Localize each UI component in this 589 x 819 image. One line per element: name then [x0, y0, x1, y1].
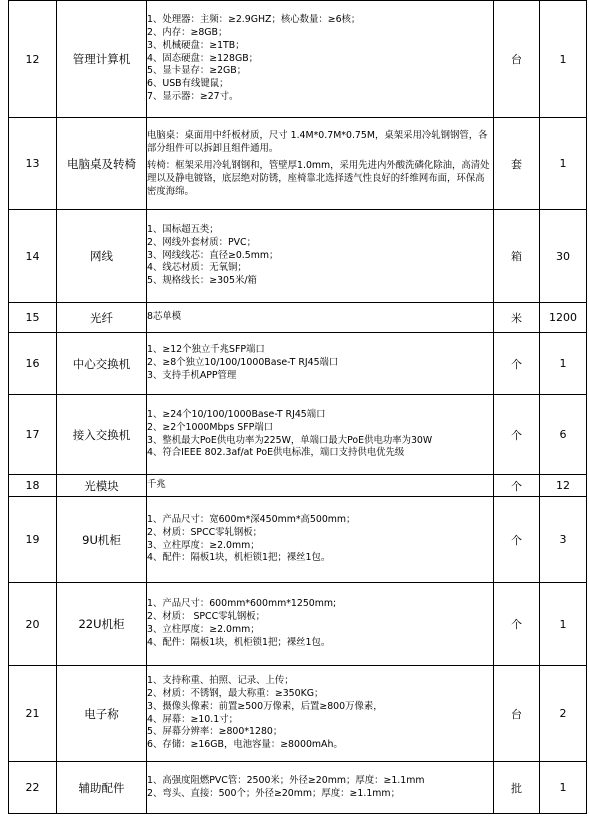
- spec-line: 8芯单模: [147, 311, 182, 323]
- table-row: [9, 118, 587, 210]
- spec-line: 1、产品尺寸：宽600m*深450mm*高500mm；: [147, 513, 356, 525]
- row-number: 18: [9, 475, 57, 497]
- table-row: [9, 583, 587, 666]
- spec-line: 4、固态硬盘：≥128GB；: [147, 52, 259, 64]
- spec-line: 4、线芯材质：无氧铜；: [147, 262, 247, 274]
- item-unit: 台: [494, 1, 540, 118]
- spec-line: 4、配件：隔板1块，机柜锁1把；裸丝1包。: [147, 636, 331, 648]
- spec-line: 3、摄像头像素：前置≥500万像素，后置≥800万像素，: [147, 700, 383, 712]
- row-number: 19: [9, 497, 57, 583]
- spec-line: 5、屏幕分辨率：≥800*1280；: [147, 726, 283, 738]
- item-name: 管理计算机: [57, 1, 147, 118]
- item-quantity: 1: [540, 118, 587, 210]
- item-name: 电脑桌及转椅: [57, 118, 147, 210]
- spec-line: 7、显示器：≥27寸。: [147, 91, 239, 103]
- item-quantity: 1: [540, 1, 587, 118]
- spec-line: 1、国标超五类；: [147, 223, 219, 235]
- item-unit: 个: [494, 395, 540, 475]
- spec-line: 3、整机最大PoE供电功率为225W，单端口最大PoE供电功率为30W: [147, 434, 433, 446]
- item-name: 9U机柜: [57, 497, 147, 583]
- spec-line: 6、存储：≥16GB，电池容量：≥8000mAh。: [147, 739, 343, 751]
- item-unit: 个: [494, 333, 540, 395]
- item-unit: 套: [494, 118, 540, 210]
- spec-line: 1、产品尺寸：600mm*600mm*1250mm;: [147, 598, 337, 610]
- item-quantity: 12: [540, 475, 587, 497]
- spec-line: 3、立柱厚度：≥2.0mm；: [147, 624, 260, 635]
- item-spec: [147, 762, 494, 814]
- table-row: [9, 1, 587, 118]
- spec-line: 2、弯头、直接：500个；外径≥20mm；厚度：≥1.1mm；: [147, 787, 400, 799]
- spec-line: 2、网线外套材质：PVC；: [147, 236, 256, 248]
- item-quantity: 3: [540, 497, 587, 583]
- item-name: 光模块: [57, 475, 147, 497]
- item-unit: 个: [494, 475, 540, 497]
- row-number: 17: [9, 395, 57, 475]
- item-name: 光纤: [57, 303, 147, 333]
- spec-line: 2、材质：SPCC零轧钢板；: [147, 526, 263, 538]
- table-row: [9, 762, 587, 814]
- item-spec: [147, 333, 494, 395]
- row-number: 13: [9, 118, 57, 210]
- item-quantity: 1200: [540, 303, 587, 333]
- item-spec: [147, 395, 494, 475]
- item-spec: [147, 497, 494, 583]
- spec-line: 4、屏幕：≥10.1寸；: [147, 713, 238, 725]
- spec-paragraph: 转椅：框架采用冷轧钢钢和，管壁厚1.0mm，采用先进内外酸洗磷化除油，高清处理以及静电镀铬，底层绝对防锈，座椅靠北选择透气性良好的纤维网布面，环保高密度海绵。: [147, 160, 490, 197]
- spec-line: 5、规格线长：≥305米/箱: [147, 275, 257, 287]
- spec-line: 千兆: [147, 479, 166, 491]
- spec-line: 1、支持称重、拍照、记录、上传；: [147, 674, 294, 686]
- item-unit: 个: [494, 497, 540, 583]
- row-number: 14: [9, 210, 57, 303]
- spec-line: 2、≥8个独立10/100/1000Base-T RJ45端口: [147, 357, 339, 369]
- item-quantity: 1: [540, 762, 587, 814]
- item-unit: 米: [494, 303, 540, 333]
- spec-line: 2、≥2个1000Mbps SFP端口: [147, 421, 273, 433]
- spec-line: 2、内存：≥8GB；: [147, 26, 228, 38]
- spec-line: 3、网线线芯：直径≥0.5mm；: [147, 249, 279, 261]
- item-quantity: 1: [540, 583, 587, 666]
- item-quantity: 1: [540, 333, 587, 395]
- item-name: 中心交换机: [57, 333, 147, 395]
- item-spec: [147, 583, 494, 666]
- item-name: 电子称: [57, 666, 147, 762]
- item-spec: [147, 118, 494, 210]
- item-name: 22U机柜: [57, 583, 147, 666]
- item-quantity: 6: [540, 395, 587, 475]
- row-number: 20: [9, 583, 57, 666]
- equipment-spec-table: [8, 0, 587, 814]
- spec-line: 1、≥12个独立千兆SFP端口: [147, 344, 265, 356]
- item-spec: [147, 666, 494, 762]
- spec-line: 1、高强度阻燃PVC管：2500米；外径≥20mm；厚度：≥1.1mm: [147, 774, 425, 786]
- row-number: 21: [9, 666, 57, 762]
- item-unit: 箱: [494, 210, 540, 303]
- item-spec: [147, 303, 494, 333]
- table-row: [9, 303, 587, 333]
- spec-line: 2、材质： SPCC零轧钢板；: [147, 611, 266, 623]
- table-row: [9, 333, 587, 395]
- spec-line: 3、立柱厚度：≥2.0mm；: [147, 539, 260, 551]
- item-spec: [147, 210, 494, 303]
- item-name: 网线: [57, 210, 147, 303]
- item-name: 辅助配件: [57, 762, 147, 814]
- item-spec: [147, 475, 494, 497]
- row-number: 15: [9, 303, 57, 333]
- spec-line: 4、符合IEEE 802.3af/at PoE供电标准，端口支持供电优先级: [147, 447, 405, 459]
- spec-paragraph: 电脑桌：桌面用中纤板材质，尺寸 1.4M*0.7M*0.75M，桌架采用冷轧钢钢管，各部分组件可以拆卸且组件通用。: [147, 130, 488, 154]
- table-row: [9, 497, 587, 583]
- item-unit: 台: [494, 666, 540, 762]
- spec-line: 3、机械硬盘：≥1TB；: [147, 39, 245, 51]
- spec-line: 3、支持手机APP管理: [147, 369, 237, 381]
- table-row: [9, 210, 587, 303]
- table-row: [9, 666, 587, 762]
- table-row: [9, 475, 587, 497]
- table-row: [9, 395, 587, 475]
- spec-line: 2、材质：不锈钢，最大称重：≥350KG；: [147, 687, 324, 699]
- spec-line: 4、配件：隔板1块，机柜锁1把；裸丝1包。: [147, 552, 331, 564]
- spec-line: 5、显卡显存：≥2GB；: [147, 65, 247, 77]
- row-number: 16: [9, 333, 57, 395]
- spec-line: 6、USB有线键鼠；: [147, 78, 229, 90]
- item-name: 接入交换机: [57, 395, 147, 475]
- item-quantity: 2: [540, 666, 587, 762]
- row-number: 12: [9, 1, 57, 118]
- spec-line: 1、≥24个10/100/1000Base-T RJ45端口: [147, 408, 326, 420]
- item-spec: [147, 1, 494, 118]
- item-unit: 个: [494, 583, 540, 666]
- item-quantity: 30: [540, 210, 587, 303]
- item-unit: 批: [494, 762, 540, 814]
- row-number: 22: [9, 762, 57, 814]
- spec-line: 1、处理器：主频：≥2.9GHZ；核心数量：≥6核；: [147, 13, 361, 25]
